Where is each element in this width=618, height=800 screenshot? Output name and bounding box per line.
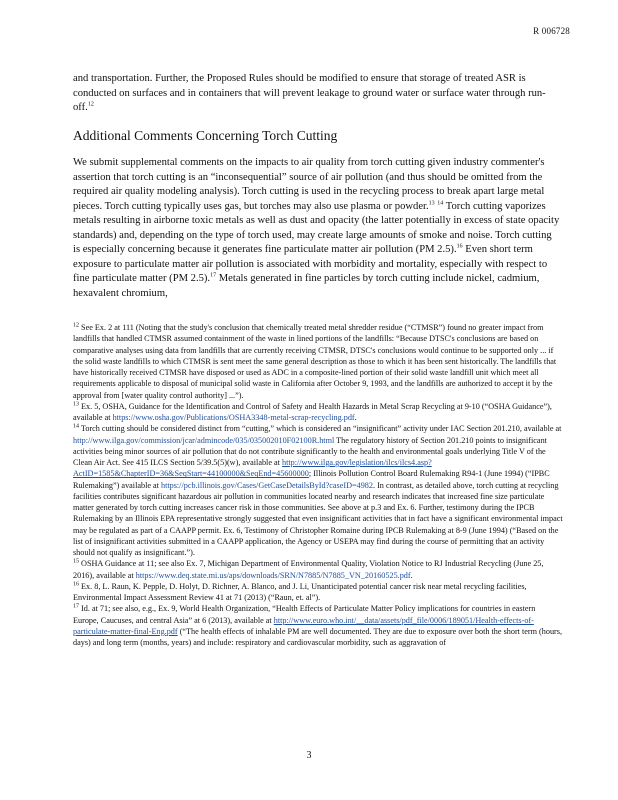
- footnote-16: [73, 581, 563, 604]
- footnote-text: ; Illinois Pollution Control Board Rulemaking R94-1 (June 1994) (“IPBC Rulemaking”) available at: [73, 469, 550, 490]
- who-report-link[interactable]: http://www.euro.who.int/__data/assets/pdf_file/0006/189051/Health-effects-of-particulate-matter-final-Eng.pdf: [73, 615, 534, 636]
- footnote-text: (“The health effects of inhalable PM are well documented. They are due to exposure over both the short term (hours, days) and long term (months, years) and include: respiratory and cardiovascular morbidity, such as aggravation of: [73, 626, 563, 647]
- footnote-14: [73, 423, 563, 558]
- iac-section-link[interactable]: http://www.ilga.gov/commission/jcar/admincode/035/035002010F02100R.html: [73, 435, 335, 445]
- footnote-text: Ex. 5, OSHA, Guidance for the Identification and Control of Safety and Health Hazards in Metal Scrap Recycling at 9-10 (“OSHA Guidance”), available at: [73, 401, 552, 422]
- paragraph-text: and transportation. Further, the Proposed Rules should be modified to ensure that storage of treated ASR is conducted on surfaces and in containers that will prevent leakage to ground water or surface water through run-off.: [73, 73, 546, 113]
- footnote-number: 12: [73, 322, 79, 329]
- ilcs-link[interactable]: http://www.ilga.gov/legislation/ilcs/ilcs4.asp?ActID=1585&ChapterID=36&SeqStart=44100000&SeqEnd=45600000: [73, 458, 432, 479]
- footnote-ref-14[interactable]: 14: [437, 199, 444, 206]
- footnote-text: Torch cutting should be considered distinct from “cutting,” which is considered an “insignificant” activity under IAC Section 201.210, available at: [80, 424, 562, 434]
- page-number: 3: [306, 750, 312, 761]
- footnote-15: [73, 558, 563, 581]
- michigan-deq-link[interactable]: https://www.deq.state.mi.us/aps/downloads/SRN/N7885/N7885_VN_20160525.pdf: [135, 570, 411, 580]
- footnote-text: . In contrast, as detailed above, torch cutting at recycling facilities contributes significant hazardous air pollution in communities located nearby and research indicates that increased fine size particulate matter generated by torch cutting increases cancer risk in those communities. See above at p.3 and Ex. 6. Further, testimony during the IPCB Rulemaking by an Illinois EPA representative strongly suggested that even insignificant activities that in fact have a significant environmental impact may be regulated as part of a CAAPP permit. Ex. 6, Testimony of Christopher Romaine during IPCB Rulemaking at 8-9 (June 1994) (“Based on the list of insignificant activities submitted in a CAAPP application, the Agency or USEPA may find during the course of permitting that an activity should not qualify as insignificant.”).: [73, 480, 563, 557]
- footnote-ref-17[interactable]: 17: [210, 272, 217, 279]
- paragraph-text-1: We submit supplemental comments on the impacts to air quality from torch cutting given industry commenter's assertion that torch cutting is an “inconsequential” source of air pollution (and thus should be omitted from the required air quality modeling analysis). Torch cutting is used in the recycling process to break apart large metal pieces. Torch cutting typically uses gas, but torches may also use plasma or powder.: [73, 157, 545, 212]
- footnote-13: [73, 401, 563, 424]
- paragraph-text-4: Metals generated in fine particles by torch cutting include nickel, cadmium, hexavalent chromium,: [73, 273, 540, 299]
- footnote-number: 14: [73, 423, 79, 430]
- footnote-text: The regulatory history of Section 201.210 points to insignificant activities being minor sources of air pollution that do not contribute significantly to the health and environmental goals underlying Title V of the Clean Air Act. See 415 ILCS Section 5/39.5(5)(w), available at: [73, 435, 547, 467]
- footnote-number: 16: [73, 581, 79, 588]
- footnote-number: 15: [73, 558, 79, 565]
- footnote-text: .: [410, 570, 413, 580]
- osha-guidance-link[interactable]: https://www.osha.gov/Publications/OSHA3348-metal-scrap-recycling.pdf: [112, 413, 355, 422]
- bates-number: R 006728: [533, 26, 570, 36]
- paragraph-torch-cutting: [73, 156, 561, 301]
- footnote-text: See Ex. 2 at 111 (Noting that the study's conclusion that chemically treated metal shredder residue (“CTMSR”) found no greater impact from landfills that handled CTMSR assumed containment of the waste in lined portions of the landfills: “Because DTSC's conclusions are based on comparative analyses using data from landfills that are currently receiving CTMSR, DTSC's conclusions would continue to be supported only ... if the solid waste landfills to which CTMSR is sent meet the same general description as those to which it has been sent historically. The landfills that have historically received CTMSR have disposed or used as ADC in a composite-lined portion of their solid waste landfill unit which meet all requirements applicable to disposal of municipal solid waste in California after October 9, 1993, and the landfills are authorized to accept it by the approval from [water quality control authority] ...”).: [73, 323, 557, 400]
- footnote-ref-12[interactable]: 12: [87, 101, 94, 108]
- footnote-17: [73, 603, 563, 648]
- footnote-text: OSHA Guidance at 11; see also Ex. 7, Michigan Department of Environmental Quality, Violation Notice to RJ Industrial Recycling (June 25, 2016), available at: [73, 559, 544, 580]
- footnotes: [73, 322, 563, 648]
- footnote-text: Id. at 71; see also, e.g., Ex. 9, World Health Organization, “Health Effects of Particulate Matter Policy implications for countries in eastern Europe, Caucuses, and central Asia” at 6 (2013), available at: [73, 604, 536, 625]
- footnote-ref-13[interactable]: 13: [428, 199, 435, 206]
- footnote-number: 17: [73, 603, 79, 610]
- footnote-12: [73, 322, 563, 401]
- footnote-text: .: [354, 413, 357, 422]
- paragraph-text-3: Even short term exposure to particulate matter air pollution is associated with morbidity and mortality, especially with respect to fine particulate matter (PM 2.5).: [73, 244, 548, 284]
- paragraph-storage: [73, 72, 561, 116]
- footnote-text: Ex. 8, L. Raun, K. Pepple, D. Holyt, D. Richner, A. Blanco, and J. Li, Unanticipated potential cancer risk near metal recycling facilities, Environmental Impact Assessment Review 41 at 71 (2013) (“Raun, et. al”).: [73, 581, 527, 602]
- paragraph-text-2: Torch cutting vaporizes metals resulting in airborne toxic metals as well as dust and opacity (the latter potentially in excess of state opacity standards) and, depending on the type of torch used, may create large amounts of smoke and noise. Torch cutting is especially concerning because it generates fine particulate matter air pollution (PM 2.5).: [73, 200, 560, 255]
- footnote-number: 13: [73, 401, 79, 408]
- footnote-ref-16[interactable]: 16: [456, 243, 463, 250]
- section-heading: Additional Comments Concerning Torch Cutting: [73, 128, 338, 143]
- ipcb-case-link[interactable]: https://pcb.illinois.gov/Cases/GetCaseDetailsById?caseID=4982: [160, 480, 373, 490]
